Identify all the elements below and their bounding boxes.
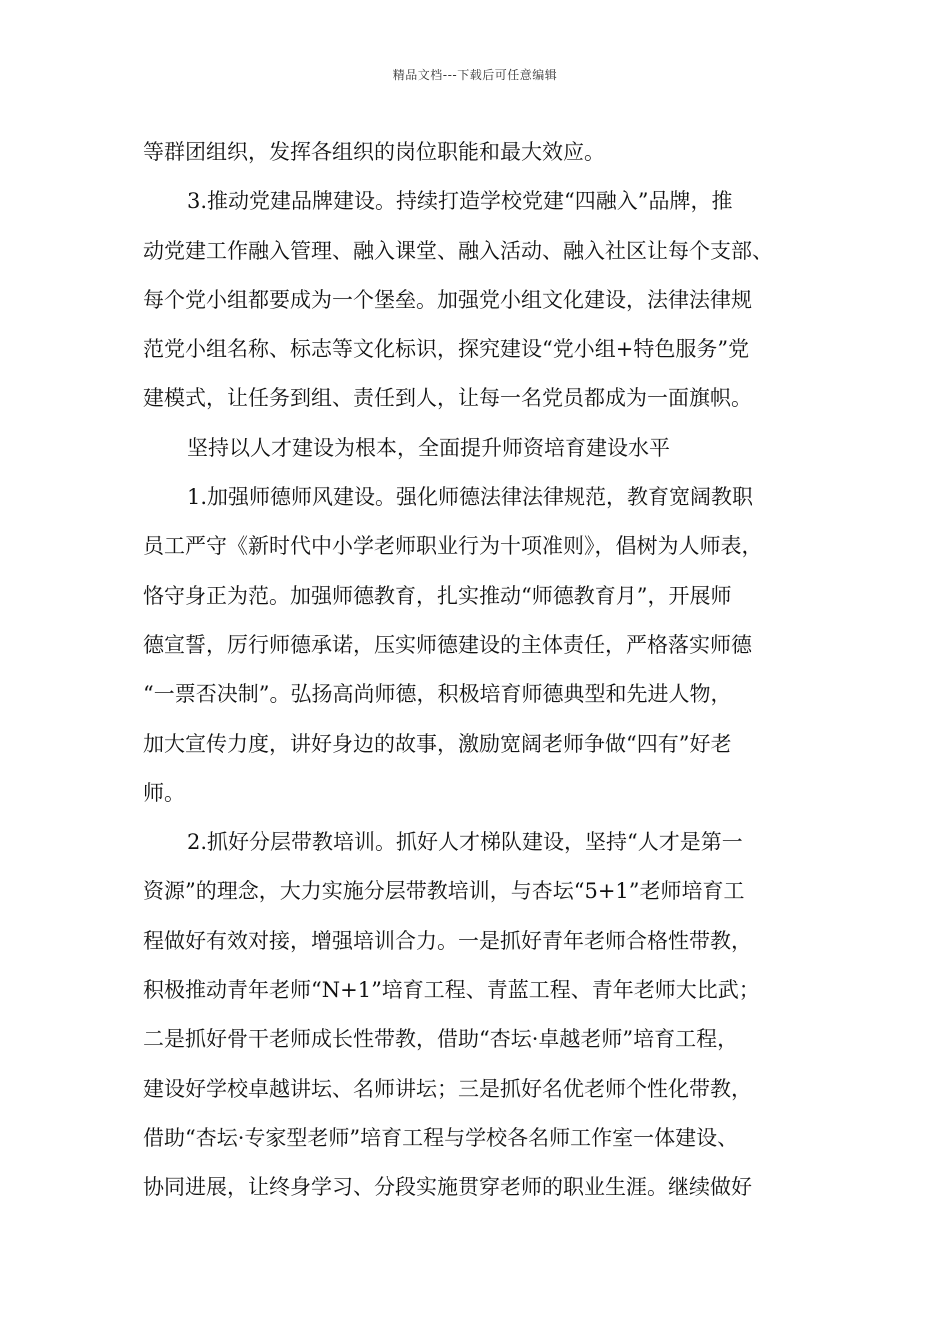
text-line: 员工严守《新时代中小学老师职业行为十项准则》，倡树为人师表， bbox=[143, 534, 763, 559]
text-line: 3.推动党建品牌建设。持续打造学校党建“四融入”品牌，推 bbox=[187, 189, 733, 214]
document-body bbox=[143, 128, 831, 1213]
text-line: “一票否决制”。弘扬高尚师德，积极培育师德典型和先进人物， bbox=[143, 682, 732, 707]
text-line: 加大宣传力度，讲好身边的故事，激励宽阔老师争做“四有”好老 bbox=[143, 731, 732, 756]
text-line: 德宣誓，厉行师德承诺，压实师德建设的主体责任，严格落实师德 bbox=[143, 632, 752, 657]
text-line: 建设好学校卓越讲坛、名师讲坛；三是抓好名优老师个性化带教， bbox=[143, 1076, 752, 1101]
text-line: 协同进展，让终身学习、分段实施贯穿老师的职业生涯。继续做好 bbox=[143, 1175, 752, 1200]
text-line: 积极推动青年老师“N+1”培育工程、青蓝工程、青年老师大比武； bbox=[143, 978, 760, 1003]
text-line: 师。 bbox=[143, 780, 185, 805]
text-line: 每个党小组都要成为一个堡垒。加强党小组文化建设，法律法律规 bbox=[143, 287, 752, 312]
section-heading: 坚持以人才建设为根本，全面提升师资培育建设水平 bbox=[187, 435, 670, 460]
page-header: 精品文档---下载后可任意编辑 bbox=[392, 68, 558, 82]
text-line: 1.加强师德师风建设。强化师德法律法律规范，教育宽阔教职 bbox=[187, 485, 754, 510]
text-line: 恪守身正为范。加强师德教育，扎实推动“师德教育月”，开展师 bbox=[143, 583, 732, 608]
text-line: 范党小组名称、标志等文化标识，探究建设“党小组+特色服务”党 bbox=[143, 337, 750, 362]
text-line: 借助“杏坛·专家型老师”培育工程与学校各名师工作室一体建设、 bbox=[143, 1125, 739, 1150]
text-line: 等群团组织，发挥各组织的岗位职能和最大效应。 bbox=[143, 140, 605, 164]
text-line: 二是抓好骨干老师成长性带教，借助“杏坛·卓越老师”培育工程， bbox=[143, 1027, 739, 1052]
text-line: 资源”的理念，大力实施分层带教培训，与杏坛“5+1”老师培育工 bbox=[143, 879, 745, 904]
text-line: 动党建工作融入管理、融入课堂、融入活动、融入社区让每个支部、 bbox=[143, 238, 773, 263]
text-line: 程做好有效对接，增强培训合力。一是抓好青年老师合格性带教， bbox=[143, 928, 752, 953]
text-line: 2.抓好分层带教培训。抓好人才梯队建设，坚持“人才是第一 bbox=[187, 830, 743, 855]
text-line: 建模式，让任务到组、责任到人，让每一名党员都成为一面旗帜。 bbox=[143, 386, 752, 411]
